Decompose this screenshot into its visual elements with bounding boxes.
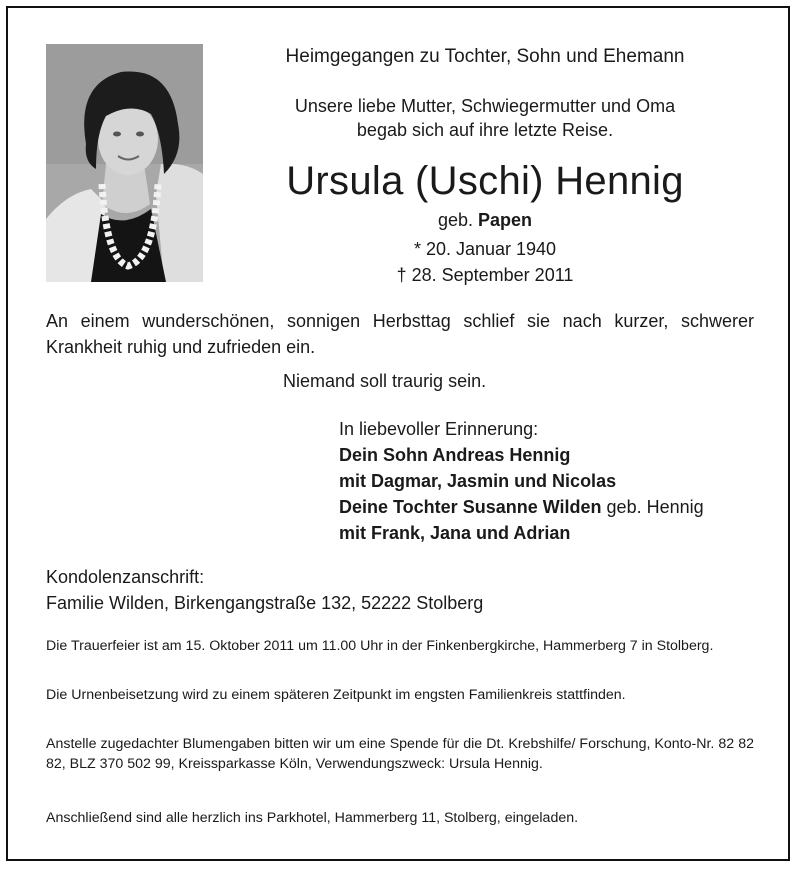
donation-note: Anstelle zugedachter Blumengaben bitten wir um eine Spende für die Dt. Krebshilfe/ Forschung, Konto-Nr. 82 82 82, BLZ 370 502 99, Kreissparkasse Köln, Verwendungszweck: Ursula Hennig.	[46, 736, 754, 772]
invitation-note: Anschließend sind alle herzlich ins Parkhotel, Hammerberg 11, Stolberg, eingeladen.	[46, 810, 579, 826]
portrait-photo	[46, 44, 203, 282]
maiden-name-line	[215, 210, 755, 231]
signature-intro: In liebevoller Erinnerung:	[339, 419, 539, 439]
condolence-label: Kondolenzanschrift:	[46, 567, 205, 587]
life-dates	[215, 236, 755, 288]
death-date: † 28. September 2011	[396, 265, 574, 285]
signature-line-3	[339, 494, 704, 520]
deceased-name: Ursula (Uschi) Hennig	[286, 159, 684, 203]
intro-text	[215, 94, 755, 142]
portrait-photo-icon	[46, 44, 203, 282]
main-paragraph: An einem wunderschönen, sonnigen Herbsttag schlief sie nach kurzer, schwerer Krankheit ruhig und zufrieden ein.	[46, 311, 754, 357]
intro-line-2: begab sich auf ihre letzte Reise.	[356, 120, 614, 140]
urn-note: Die Urnenbeisetzung wird zu einem späteren Zeitpunkt im engsten Familienkreis stattfinden.	[46, 687, 626, 703]
condolence-address	[46, 564, 754, 616]
birth-date: * 20. Januar 1940	[413, 239, 557, 259]
signature-line-3-bold: Deine Tochter Susanne Wilden	[339, 497, 602, 517]
signature-line-3-rest: geb. Hennig	[601, 497, 704, 517]
signature-line-2: mit Dagmar, Jasmin und Nicolas	[339, 471, 617, 491]
signature-line-4: mit Frank, Jana und Adrian	[339, 523, 571, 543]
intro-line-1: Unsere liebe Mutter, Schwiegermutter und Oma	[294, 96, 676, 116]
funeral-note: Die Trauerfeier ist am 15. Oktober 2011 um 11.00 Uhr in der Finkenbergkirche, Hammerberg 7 in Stolberg.	[46, 638, 714, 654]
signature-block	[339, 416, 704, 546]
condolence-address-line: Familie Wilden, Birkengangstraße 132, 52222 Stolberg	[46, 593, 484, 613]
signature-line-1: Dein Sohn Andreas Hennig	[339, 445, 571, 465]
maiden-name: Papen	[478, 210, 533, 230]
maiden-prefix: geb.	[437, 210, 473, 230]
center-line: Niemand soll traurig sein.	[283, 371, 487, 391]
header-top-line: Heimgegangen zu Tochter, Sohn und Ehemann	[285, 46, 685, 67]
